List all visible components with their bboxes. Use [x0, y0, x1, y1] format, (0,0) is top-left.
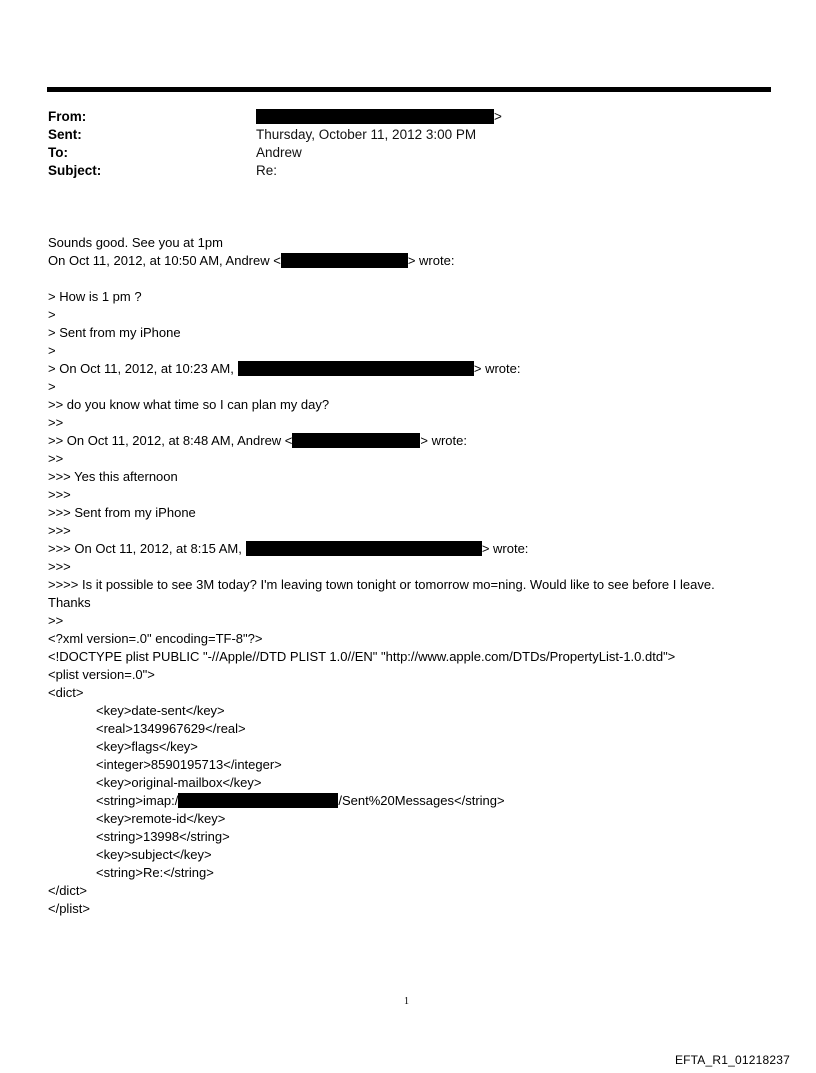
body-line: > On Oct 11, 2012, at 10:23 AM, > wrote:	[48, 361, 521, 376]
body-line: <string>Re:</string>	[96, 865, 214, 880]
body-line: Sounds good. See you at 1pm	[48, 235, 223, 250]
redaction-block	[246, 541, 482, 556]
subject-value: Re:	[256, 163, 278, 178]
body-line: <!DOCTYPE plist PUBLIC "-//Apple//DTD PLIST 1.0//EN" "http://www.apple.com/DTDs/PropertyList-1.0.dtd">	[48, 649, 676, 664]
body-line: <key>original-mailbox</key>	[96, 775, 262, 790]
to-value: Andrew	[256, 145, 302, 160]
body-line: <key>remote-id</key>	[96, 811, 226, 826]
body-line: > Sent from my iPhone	[48, 325, 181, 340]
body-line: >>>	[48, 559, 71, 574]
body-line: <key>flags</key>	[96, 739, 198, 754]
body-line: >	[48, 307, 56, 322]
body-line: <integer>8590195713</integer>	[96, 757, 282, 772]
body-line: >>	[48, 415, 64, 430]
body-line: <plist version=.0">	[48, 667, 155, 682]
sent-value: Thursday, October 11, 2012 3:00 PM	[256, 127, 477, 142]
body-line: >	[48, 343, 56, 358]
body-line: >>>	[48, 487, 71, 502]
from-label: From:	[48, 109, 87, 124]
header-rule	[47, 87, 771, 92]
to-label: To:	[48, 145, 68, 160]
body-line: >>> Yes this afternoon	[48, 469, 178, 484]
redaction-block	[238, 361, 474, 376]
body-line: >>	[48, 613, 64, 628]
page-number: 1	[404, 996, 409, 1007]
body-line: <string>13998</string>	[96, 829, 230, 844]
body-line: <real>1349967629</real>	[96, 721, 246, 736]
body-line: </plist>	[48, 901, 90, 916]
body-line: >>	[48, 451, 64, 466]
body-line: <dict>	[48, 685, 84, 700]
body-line: <key>date-sent</key>	[96, 703, 225, 718]
body-line: >	[48, 379, 56, 394]
body-line: >> On Oct 11, 2012, at 8:48 AM, Andrew < > wrote:	[48, 433, 467, 448]
redaction-block	[292, 433, 420, 448]
body-line: >>> On Oct 11, 2012, at 8:15 AM, > wrote:	[48, 541, 529, 556]
redaction-block	[256, 109, 494, 124]
sent-label: Sent:	[48, 127, 82, 142]
body-line: <string>imap:/ /Sent%20Messages</string>	[96, 793, 505, 808]
redaction-block	[281, 253, 408, 268]
from-value: >	[256, 108, 502, 126]
body-line: </dict>	[48, 883, 88, 898]
body-line: >>>> Is it possible to see 3M today? I'm leaving town tonight or tomorrow mo=ning. Would like to see before I leave.	[48, 577, 715, 592]
redaction-block	[178, 793, 338, 808]
body-line: On Oct 11, 2012, at 10:50 AM, Andrew < > wrote:	[48, 253, 455, 268]
bates-stamp: EFTA_R1_01218237	[674, 1053, 790, 1067]
body-line: >>> Sent from my iPhone	[48, 505, 196, 520]
body-line: >> do you know what time so I can plan my day?	[48, 397, 330, 412]
body-line: >>>	[48, 523, 71, 538]
body-line: <key>subject</key>	[96, 847, 212, 862]
body-line: Thanks	[48, 595, 91, 610]
body-line: > How is 1 pm ?	[48, 289, 142, 304]
body-line: <?xml version=.0" encoding=TF-8"?>	[48, 631, 263, 646]
subject-label: Subject:	[48, 163, 102, 178]
